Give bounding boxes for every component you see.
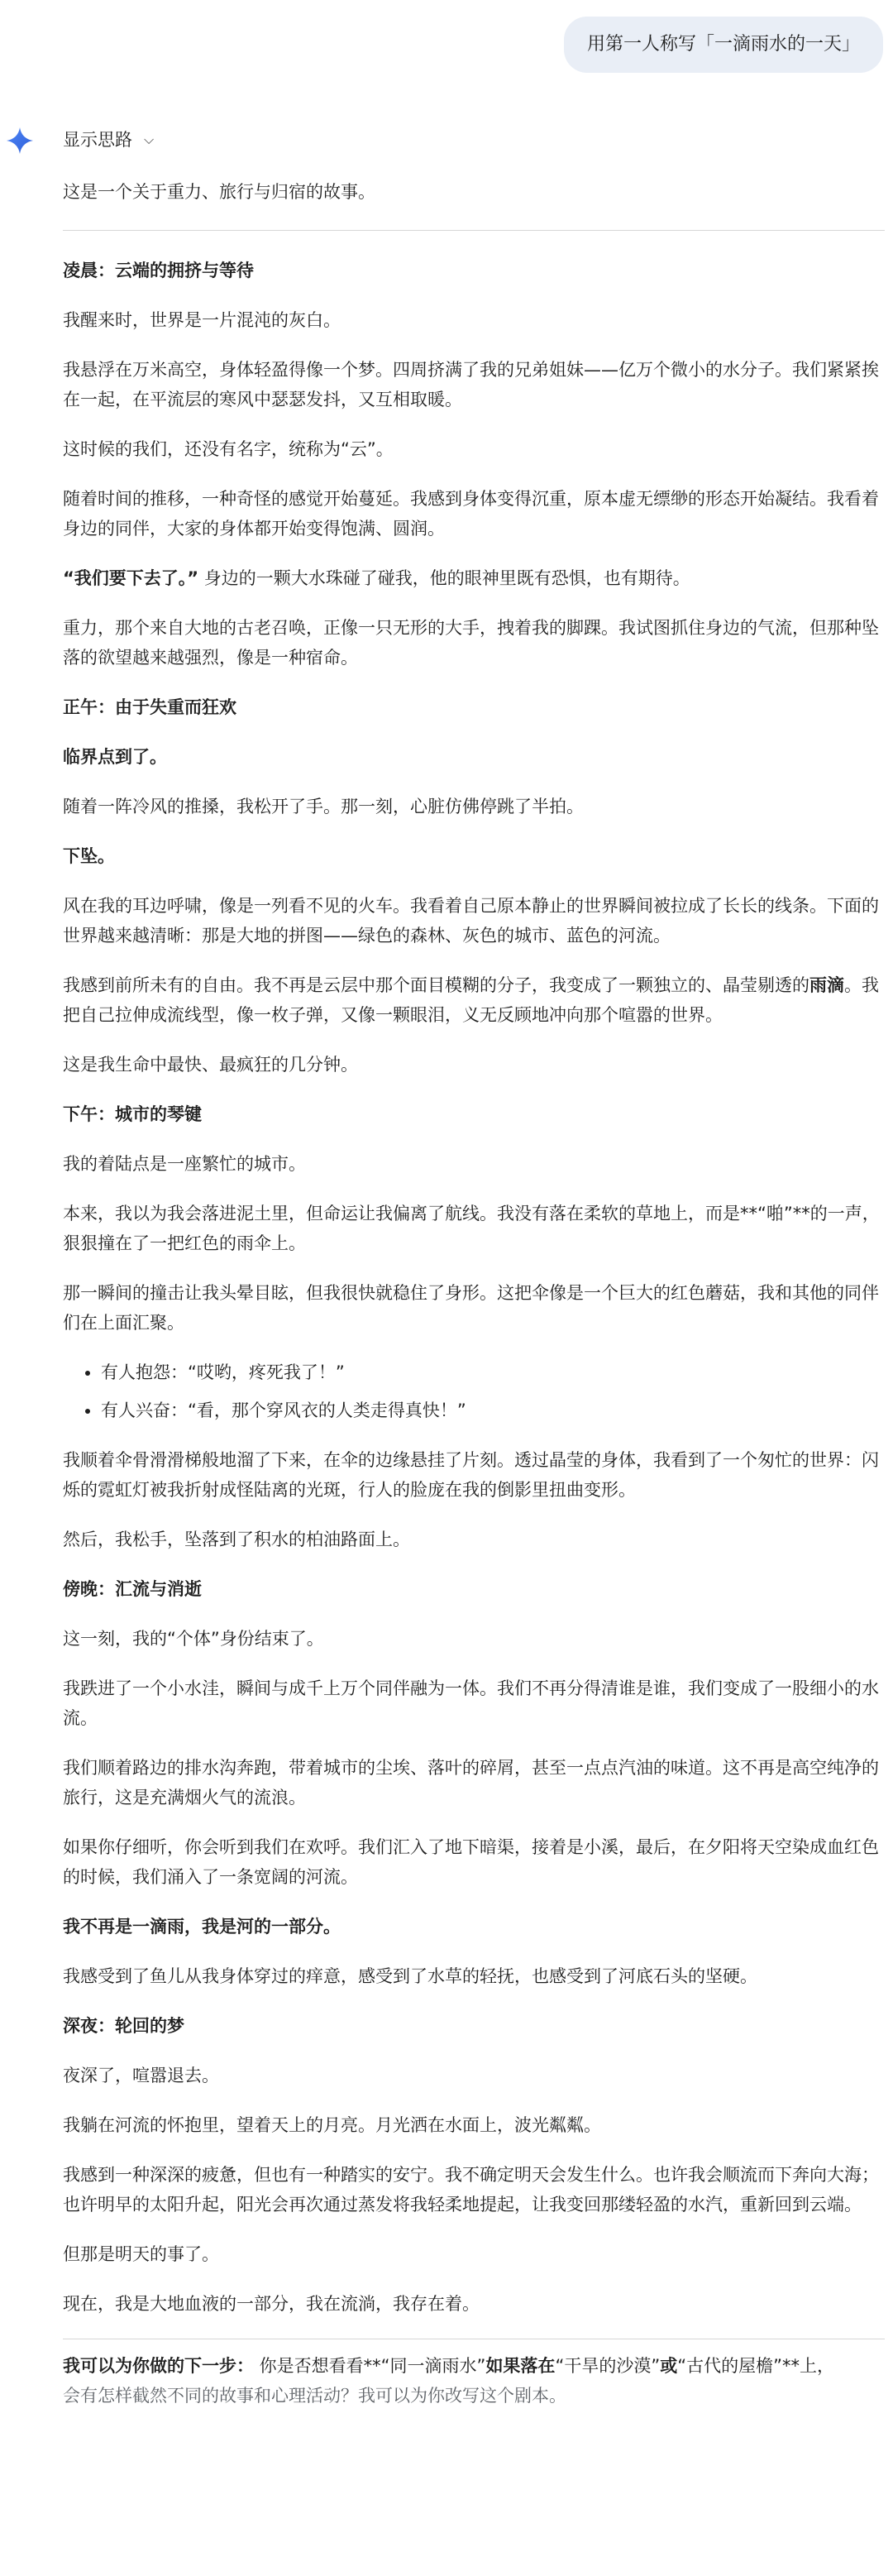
next-step-text-muted: 会有怎样截然不同的故事和心理活动？我可以为你改写这个剧本。 bbox=[63, 2386, 566, 2406]
paragraph: 我顺着伞骨滑滑梯般地溜了下来，在伞的边缘悬挂了片刻。透过晶莹的身体，我看到了一个匆忙的世界：闪烁的霓虹灯被我折射成怪陆离的光斑，行人的脸庞在我的倒影里扭曲变形。 bbox=[63, 1450, 879, 1500]
paragraph bbox=[63, 563, 885, 593]
paragraph: 随着一阵冷风的推搡，我松开了手。那一刻，心脏仿佛停跳了半拍。 bbox=[63, 797, 584, 816]
section-heading-noon: 正午：由于失重而狂欢 bbox=[63, 697, 236, 717]
paragraph: 这是我生命中最快、最疯狂的几分钟。 bbox=[63, 1055, 358, 1075]
paragraph: 我们顺着路边的排水沟奔跑，带着城市的尘埃、落叶的碎屑，甚至一点点汽油的味道。这不再是高空纯净的旅行，这是充满烟火气的流浪。 bbox=[63, 1758, 879, 1808]
bold-quote: “我们要下去了。” bbox=[63, 568, 199, 588]
section-heading-afternoon: 下午：城市的琴键 bbox=[63, 1104, 202, 1124]
paragraph-text: 。我把自己拉伸成流线型，像一枚子弹，又像一颗眼泪，义无反顾地冲向那个喧嚣的世界。 bbox=[63, 975, 879, 1025]
paragraph: 随着时间的推移，一种奇怪的感觉开始蔓延。我感到身体变得沉重，原本虚无缥缈的形态开始凝结。我看着身边的同伴，大家的身体都开始变得饱满、圆润。 bbox=[63, 489, 879, 539]
paragraph: 然后，我松手，坠落到了积水的柏油路面上。 bbox=[63, 1530, 410, 1549]
show-thoughts-label: 显示思路 bbox=[63, 130, 132, 150]
paragraph: 我醒来时，世界是一片混沌的灰白。 bbox=[63, 310, 341, 330]
paragraph: 这时候的我们，还没有名字，统称为“云”。 bbox=[63, 439, 394, 459]
list-item: • 有人抱怨：“哎哟，疼死我了！” bbox=[101, 1357, 885, 1387]
paragraph: 但那是明天的事了。 bbox=[63, 2244, 219, 2264]
next-step-label: 我可以为你做的下一步： bbox=[63, 2356, 254, 2376]
paragraph: 重力，那个来自大地的古老召唤，正像一只无形的大手，拽着我的脚踝。我试图抓住身边的气流，但那种坠落的欲望越来越强烈，像是一种宿命。 bbox=[63, 618, 879, 668]
paragraph: 我感到一种深深的疲惫，但也有一种踏实的安宁。我不确定明天会发生什么。也许我会顺流而下奔向大海；也许明早的太阳升起，阳光会再次通过蒸发将我轻柔地提起，让我变回那缕轻盈的水汽，重新回到云端。 bbox=[63, 2165, 879, 2214]
chevron-down-icon: ⌵ bbox=[144, 132, 155, 147]
paragraph: 那一瞬间的撞击让我头晕目眩，但我很快就稳住了身形。这把伞像是一个巨大的红色蘑菇，我和其他的同伴们在上面汇聚。 bbox=[63, 1283, 879, 1333]
section-heading-night: 深夜：轮回的梦 bbox=[63, 2016, 184, 2036]
bold-subheading: 临界点到了。 bbox=[63, 747, 167, 767]
paragraph-text: 身边的一颗大水珠碰了碰我，他的眼神里既有恐惧，也有期待。 bbox=[198, 568, 690, 588]
next-step-text: 你是否想看看**“同一滴雨水” bbox=[254, 2356, 486, 2376]
user-message-bubble: 用第一人称写「一滴雨水的一天」 bbox=[564, 17, 883, 73]
paragraph: 本来，我以为我会落进泥土里，但命运让我偏离了航线。我没有落在柔软的草地上，而是**“啪”**的一声，狠狠撞在了一把红色的雨伞上。 bbox=[63, 1204, 880, 1253]
paragraph: 风在我的耳边呼啸，像是一列看不见的火车。我看着自己原本静止的世界瞬间被拉成了长长的线条。下面的世界越来越清晰：那是大地的拼图——绿色的森林、灰色的城市、蓝色的河流。 bbox=[63, 896, 879, 946]
paragraph: 如果你仔细听，你会听到我们在欢呼。我们汇入了地下暗渠，接着是小溪，最后，在夕阳将天空染成血红色的时候，我们涌入了一条宽阔的河流。 bbox=[63, 1837, 879, 1887]
section-heading-dusk: 傍晚：汇流与消逝 bbox=[63, 1579, 202, 1599]
next-step-bold: 如果落在 bbox=[485, 2356, 556, 2376]
next-step-bold: 或 bbox=[660, 2356, 678, 2376]
response-content bbox=[63, 177, 885, 2430]
bold-subheading: 下坠。 bbox=[63, 846, 115, 866]
bullet-list bbox=[63, 1357, 885, 1425]
next-step-suggestion bbox=[63, 2351, 885, 2411]
gemini-spark-icon bbox=[5, 126, 35, 156]
bold-word: 雨滴 bbox=[809, 975, 844, 995]
divider bbox=[63, 230, 885, 231]
show-thoughts-toggle[interactable] bbox=[63, 127, 154, 152]
paragraph: 我悬浮在万米高空，身体轻盈得像一个梦。四周挤满了我的兄弟姐妹——亿万个微小的水分子。我们紧紧挨在一起，在平流层的寒风中瑟瑟发抖，又互相取暖。 bbox=[63, 360, 879, 409]
paragraph bbox=[63, 970, 885, 1030]
paragraph: 我躺在河流的怀抱里，望着天上的月亮。月光洒在水面上，波光粼粼。 bbox=[63, 2115, 601, 2135]
paragraph: 这一刻，我的“个体”身份结束了。 bbox=[63, 1629, 324, 1649]
bold-statement: 我不再是一滴雨，我是河的一部分。 bbox=[63, 1917, 341, 1937]
paragraph: 现在，我是大地血液的一部分，我在流淌，我存在着。 bbox=[63, 2294, 480, 2314]
paragraph: 我感受到了鱼儿从我身体穿过的痒意，感受到了水草的轻抚，也感受到了河底石头的坚硬。 bbox=[63, 1966, 757, 1986]
next-step-text: “干旱的沙漠” bbox=[555, 2356, 661, 2376]
paragraph: 夜深了，喧嚣退去。 bbox=[63, 2066, 219, 2085]
paragraph-text: 我感到前所未有的自由。我不再是云层中那个面目模糊的分子，我变成了一颗独立的、晶莹剔透的 bbox=[63, 975, 809, 995]
section-heading-dawn: 凌晨：云端的拥挤与等待 bbox=[63, 261, 254, 280]
list-item: • 有人兴奋：“看，那个穿风衣的人类走得真快！” bbox=[101, 1396, 885, 1425]
intro-text: 这是一个关于重力、旅行与归宿的故事。 bbox=[63, 182, 375, 202]
paragraph: 我跌进了一个小水洼，瞬间与成千上万个同伴融为一体。我们不再分得清谁是谁，我们变成了一股细小的水流。 bbox=[63, 1678, 879, 1728]
paragraph: 我的着陆点是一座繁忙的城市。 bbox=[63, 1154, 306, 1174]
next-step-text: “古代的屋檐”**上， bbox=[677, 2356, 834, 2376]
